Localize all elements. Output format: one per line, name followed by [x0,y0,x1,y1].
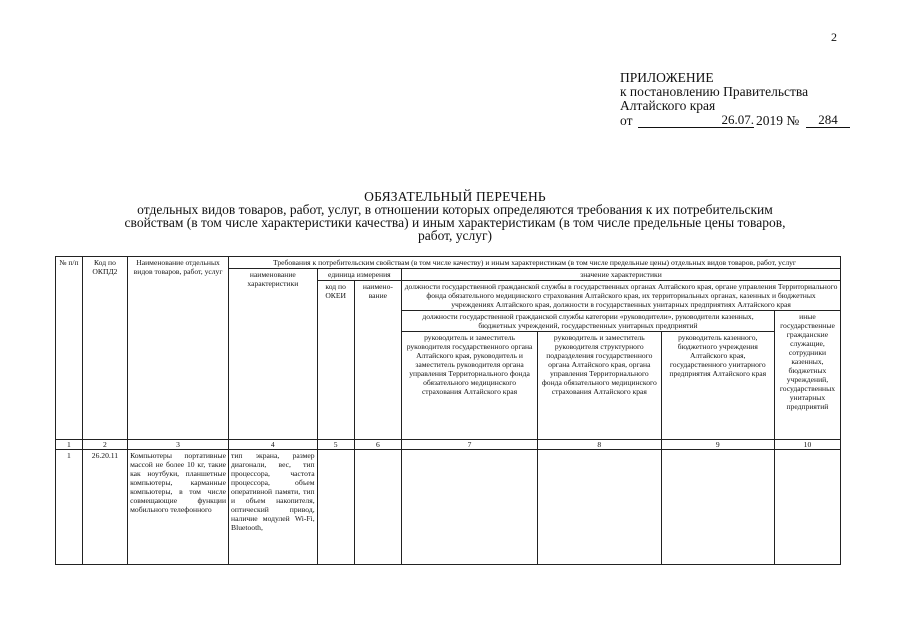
date-value: 26.07. [638,113,754,128]
header-unit-name: наимено-вание [354,281,401,440]
row-col-8 [538,450,662,565]
appendix-date-line [620,112,838,128]
col-number: 6 [354,440,401,450]
title-main: ОБЯЗАТЕЛЬНЫЙ ПЕРЕЧЕНЬ [364,189,546,204]
col-number: 10 [774,440,840,450]
row-okei [317,450,354,565]
header-positions: должности государственной гражданской службы в государственных органах Алтайского края, органе управления Территориального фонда обязательного медицинского страхования Алтайского края, их территориальных органах, казенных и бюджетных учреждениях Алтайского края, должности в государственных унитарных предприятиях Алтайского края [402,281,841,311]
header-okei: код по ОКЕИ [317,281,354,440]
header-row-1 [56,257,841,269]
header-other: иные государственные гражданские служащие, сотрудники казенных, бюджетных учреждений, государственных унитарных предприятий [774,311,840,440]
title-sub-3: работ, услуг) [417,228,493,243]
header-col-8: руководитель и заместитель руководителя структурного подразделения государственного органа Алтайского края, органа управления Территориального фонда обязательного медицинского страхования Алтайского края [538,332,662,440]
document-title [60,190,850,242]
col-number: 9 [661,440,774,450]
header-col-7: руководитель и заместитель руководителя государственного органа Алтайского края, руководитель и заместитель руководителя органа управления Территориального фонда обязательного медицинского страхования Алтайского края [402,332,538,440]
appendix-heading: ПРИЛОЖЕНИЕ [620,70,714,85]
row-col-10 [774,450,840,565]
col-number: 3 [128,440,229,450]
table-row [56,450,841,565]
header-num: № п/п [56,257,83,440]
col-number: 5 [317,440,354,450]
row-num: 1 [56,450,83,565]
header-values: значение характеристики [402,269,841,281]
header-col-9: руководитель казенного, бюджетного учреждения Алтайского края, государственного унитарного предприятия Алтайского края [661,332,774,440]
from-label: от [620,113,633,128]
header-requirements: Требования к потребительским свойствам (в том числе качеству) и иным характеристикам (в том числе предельные цены) отдельных видов товаров, работ, услуг [229,257,841,269]
requirements-table [55,256,841,565]
row-col-9 [661,450,774,565]
header-code: Код по ОКПД2 [82,257,127,440]
appendix-block [620,70,838,128]
title-sub-1: отдельных видов товаров, работ, услуг, в отношении которых определяются требования к их потребительским [137,202,773,217]
row-unit-name [354,450,401,565]
appendix-line-2: к постановлению Правительства [620,84,809,99]
row-characteristics: тип экрана, размер диагонали, вес, тип процессора, частота процессора, объем оперативной памяти, тип и объем накопителя, оптический привод, наличие модулей Wi-Fi, Bluetooth, [229,450,318,565]
col-number: 4 [229,440,318,450]
page-number: 2 [831,30,837,44]
header-name: Наименование отдельных видов товаров, работ, услуг [128,257,229,440]
col-number: 7 [402,440,538,450]
col-number: 8 [538,440,662,450]
row-col-7 [402,450,538,565]
year-label: 2019 № [756,113,800,128]
col-number: 2 [82,440,127,450]
title-sub-2: свойствам (в том числе характеристики качества) и иным характеристикам (в том числе предельные цены товаров, [124,215,786,230]
appendix-line-3: Алтайского края [620,98,716,113]
decree-number: 284 [806,113,850,128]
col-number: 1 [56,440,83,450]
header-unit: единица измерения [317,269,401,281]
row-code: 26.20.11 [82,450,127,565]
header-char-name: наименование характеристики [229,269,318,440]
header-managers: должности государственной гражданской службы категории «руководители», руководители казенных, бюджетных учреждений, государственных унитарных предприятий [402,311,775,332]
row-name: Компьютеры портативные массой не более 10 кг, такие как ноутбуки, планшетные компьютеры, карманные компьютеры, в том числе совмещающие функции мобильного телефонного [128,450,229,565]
column-number-row [56,440,841,450]
